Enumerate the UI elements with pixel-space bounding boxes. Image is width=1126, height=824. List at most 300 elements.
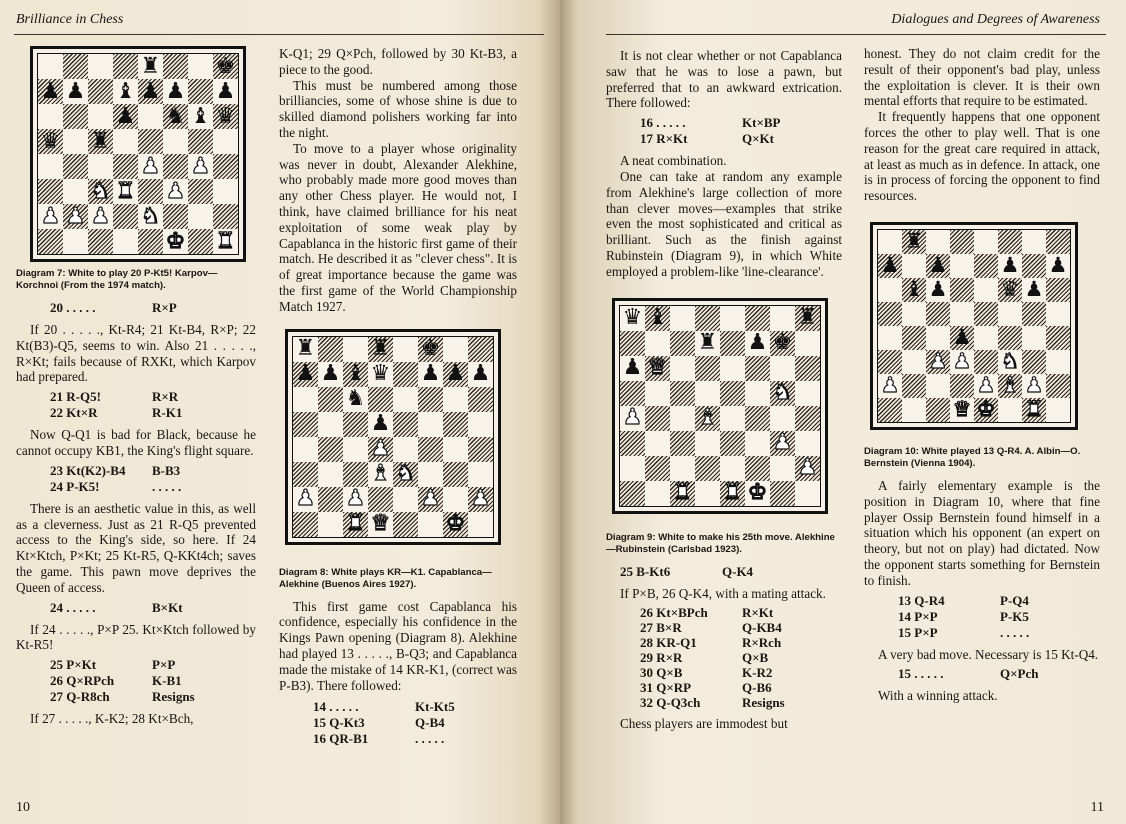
board-square bbox=[1022, 278, 1046, 302]
board-square bbox=[113, 229, 138, 254]
board-square bbox=[63, 179, 88, 204]
board-square bbox=[720, 431, 745, 456]
board-square bbox=[670, 331, 695, 356]
move-list bbox=[50, 657, 256, 705]
board-square bbox=[645, 456, 670, 481]
board-square bbox=[695, 331, 720, 356]
board-square bbox=[138, 104, 163, 129]
board-square bbox=[113, 54, 138, 79]
board-square bbox=[393, 437, 418, 462]
board-square bbox=[138, 129, 163, 154]
white-knight-icon: ♞ bbox=[1000, 349, 1020, 374]
black-king-icon: ♚ bbox=[420, 336, 441, 362]
board-square bbox=[950, 230, 974, 254]
white-rook-icon: ♜ bbox=[345, 511, 366, 537]
board-square bbox=[974, 374, 998, 398]
white-pawn-icon: ♟ bbox=[40, 203, 61, 229]
diagram-10 bbox=[870, 222, 1078, 430]
board-square bbox=[974, 350, 998, 374]
board-square bbox=[468, 487, 493, 512]
running-head-right: Dialogues and Degrees of Awareness bbox=[891, 12, 1100, 27]
board-square bbox=[38, 104, 63, 129]
board-square bbox=[620, 331, 645, 356]
black-pawn-icon: ♟ bbox=[622, 355, 643, 381]
board-square bbox=[878, 326, 902, 350]
board-square bbox=[950, 398, 974, 422]
board-square bbox=[113, 179, 138, 204]
board-square bbox=[113, 104, 138, 129]
black-pawn-icon: ♟ bbox=[952, 325, 972, 350]
board-square bbox=[38, 54, 63, 79]
black-rook-icon: ♜ bbox=[797, 305, 818, 331]
move-row: 20 . . . . . R×P bbox=[50, 300, 177, 315]
chessboard bbox=[619, 305, 821, 507]
board-square bbox=[293, 512, 318, 537]
board-square bbox=[695, 381, 720, 406]
move-list bbox=[50, 389, 256, 421]
board-square bbox=[163, 204, 188, 229]
move-row: 14 . . . . . Kt-Kt5 bbox=[313, 699, 455, 715]
move-row: 25 B-Kt6 Q-K4 bbox=[620, 563, 754, 579]
board-square bbox=[418, 412, 443, 437]
black-pawn-icon: ♟ bbox=[747, 330, 768, 356]
board-square bbox=[1022, 326, 1046, 350]
paragraph: It is not clear whether or not Capablanca saw that he was to lose a pawn, but preferred that to an awkward extrication. There followed: bbox=[606, 48, 842, 111]
board-square bbox=[950, 278, 974, 302]
black-pawn-icon: ♟ bbox=[295, 361, 316, 387]
black-pawn-icon: ♟ bbox=[880, 253, 900, 278]
board-square bbox=[770, 406, 795, 431]
paragraph: If 27 . . . . ., K-K2; 28 Kt×Bch, bbox=[30, 711, 194, 727]
diagram-8-caption: Diagram 8: White plays KR—K1. Capablanca—Alekhine (Buenos Aires 1927). bbox=[279, 566, 492, 590]
board-square bbox=[393, 362, 418, 387]
board-square bbox=[343, 437, 368, 462]
board-square bbox=[695, 431, 720, 456]
board-square bbox=[620, 406, 645, 431]
board-square bbox=[443, 512, 468, 537]
board-square bbox=[88, 229, 113, 254]
board-square bbox=[926, 326, 950, 350]
board-square bbox=[368, 462, 393, 487]
board-square bbox=[720, 381, 745, 406]
board-square bbox=[902, 302, 926, 326]
board-square bbox=[902, 254, 926, 278]
board-square bbox=[63, 229, 88, 254]
paragraph: Chess players are immodest but bbox=[620, 716, 788, 732]
board-square bbox=[418, 512, 443, 537]
black-pawn-icon: ♟ bbox=[370, 411, 391, 437]
board-square bbox=[974, 230, 998, 254]
board-square bbox=[926, 254, 950, 278]
paragraph: If P×B, 26 Q-K4, with a mating attack. bbox=[620, 585, 826, 601]
board-square bbox=[620, 481, 645, 506]
move-list bbox=[50, 300, 256, 316]
board-square bbox=[770, 481, 795, 506]
board-square bbox=[795, 456, 820, 481]
board-square bbox=[88, 54, 113, 79]
board-square bbox=[645, 331, 670, 356]
white-pawn-icon: ♟ bbox=[90, 203, 111, 229]
board-square bbox=[293, 387, 318, 412]
header-rule-left bbox=[14, 34, 544, 35]
board-square bbox=[418, 387, 443, 412]
board-square bbox=[113, 129, 138, 154]
black-pawn-icon: ♟ bbox=[115, 103, 136, 129]
move-list bbox=[898, 593, 1100, 641]
board-square bbox=[620, 456, 645, 481]
board-square bbox=[926, 278, 950, 302]
move-row: 31 Q×RP Q-B6 bbox=[640, 680, 772, 696]
board-square bbox=[770, 356, 795, 381]
board-square bbox=[1022, 398, 1046, 422]
board-square bbox=[88, 204, 113, 229]
move-row: 16 . . . . . Kt×BP bbox=[640, 115, 781, 131]
board-square bbox=[878, 278, 902, 302]
board-square bbox=[1046, 350, 1070, 374]
board-square bbox=[163, 54, 188, 79]
chessboard bbox=[292, 336, 494, 538]
board-square bbox=[368, 412, 393, 437]
move-row: 27 Q-R8ch Resigns bbox=[50, 689, 195, 705]
white-knight-icon: ♞ bbox=[772, 380, 793, 406]
board-square bbox=[88, 179, 113, 204]
black-queen-icon: ♛ bbox=[622, 305, 643, 331]
move-list bbox=[313, 699, 517, 747]
move-list bbox=[898, 666, 1100, 682]
board-square bbox=[670, 456, 695, 481]
board-square bbox=[188, 229, 213, 254]
board-square bbox=[418, 487, 443, 512]
paragraph: This first game cost Capablanca his confidence, especially his confidence in the Kings Pawn opening (Diagram 8). Alekhine had played 13 . . . . ., B-Q3; and Capablanca made the mistake of 14 KR-K1, (correct was P-B3). There followed: bbox=[279, 598, 517, 693]
move-row: 27 B×R Q-KB4 bbox=[640, 620, 782, 636]
black-bishop-icon: ♝ bbox=[190, 103, 211, 129]
board-square bbox=[645, 306, 670, 331]
white-bishop-icon: ♝ bbox=[697, 405, 718, 431]
board-square bbox=[343, 512, 368, 537]
board-square bbox=[720, 306, 745, 331]
board-square bbox=[213, 129, 238, 154]
board-square bbox=[443, 437, 468, 462]
board-square bbox=[902, 278, 926, 302]
black-pawn-icon: ♟ bbox=[928, 253, 948, 278]
paragraph: honest. They do not claim credit for the result of their opponent's bad play, unless the exploitation is clever. It is their own mental efforts that require to be estimated. bbox=[864, 46, 1100, 109]
board-square bbox=[926, 230, 950, 254]
board-square bbox=[393, 412, 418, 437]
board-square bbox=[795, 406, 820, 431]
board-square bbox=[213, 229, 238, 254]
black-queen-icon: ♛ bbox=[1000, 277, 1020, 302]
page-number-left: 10 bbox=[16, 800, 30, 815]
board-square bbox=[974, 326, 998, 350]
board-square bbox=[645, 406, 670, 431]
board-square bbox=[770, 381, 795, 406]
right-column-1 bbox=[606, 48, 842, 732]
board-square bbox=[695, 306, 720, 331]
move-row: 28 KR-Q1 R×Rch bbox=[640, 635, 782, 651]
white-rook-icon: ♜ bbox=[672, 480, 693, 506]
board-square bbox=[113, 154, 138, 179]
board-square bbox=[645, 481, 670, 506]
black-bishop-icon: ♝ bbox=[345, 361, 366, 387]
black-king-icon: ♚ bbox=[215, 53, 236, 79]
board-square bbox=[343, 487, 368, 512]
board-square bbox=[468, 362, 493, 387]
board-square bbox=[418, 437, 443, 462]
paragraph: One can take at random any example from Alekhine's large collection of more than clever moves—examples that strike even the most sophisticated and critical as brilliant. Such as the finish against Rubinstein (Diagram 9), in which White employed a problem-like 'line-clearance'. bbox=[606, 168, 842, 279]
board-square bbox=[343, 337, 368, 362]
white-pawn-icon: ♟ bbox=[928, 349, 948, 374]
board-square bbox=[188, 179, 213, 204]
page-number-right: 11 bbox=[1090, 800, 1104, 815]
left-column-1 bbox=[16, 46, 256, 727]
board-square bbox=[670, 481, 695, 506]
board-square bbox=[293, 487, 318, 512]
board-square bbox=[38, 129, 63, 154]
board-square bbox=[902, 398, 926, 422]
board-square bbox=[902, 230, 926, 254]
black-king-icon: ♚ bbox=[772, 330, 793, 356]
board-square bbox=[745, 331, 770, 356]
move-row: 15 . . . . . Q×Pch bbox=[898, 666, 1039, 682]
board-square bbox=[113, 79, 138, 104]
board-square bbox=[1046, 302, 1070, 326]
move-row: 22 Kt×R R-K1 bbox=[50, 405, 183, 421]
board-square bbox=[418, 337, 443, 362]
board-square bbox=[113, 204, 138, 229]
board-square bbox=[974, 302, 998, 326]
board-square bbox=[695, 481, 720, 506]
board-square bbox=[163, 104, 188, 129]
diagram-9 bbox=[612, 298, 828, 514]
black-pawn-icon: ♟ bbox=[1048, 253, 1068, 278]
white-rook-icon: ♜ bbox=[115, 178, 136, 204]
board-square bbox=[88, 104, 113, 129]
board-square bbox=[670, 356, 695, 381]
board-square bbox=[926, 302, 950, 326]
board-square bbox=[998, 278, 1022, 302]
white-pawn-icon: ♟ bbox=[1024, 373, 1044, 398]
paragraph: K-Q1; 29 Q×Pch, followed by 30 Kt-B3, a piece to the good. bbox=[279, 46, 517, 77]
board-square bbox=[998, 398, 1022, 422]
black-pawn-icon: ♟ bbox=[65, 78, 86, 104]
board-square bbox=[188, 154, 213, 179]
board-square bbox=[950, 326, 974, 350]
white-knight-icon: ♞ bbox=[395, 461, 416, 487]
board-square bbox=[645, 431, 670, 456]
board-square bbox=[38, 229, 63, 254]
board-square bbox=[950, 374, 974, 398]
board-square bbox=[745, 381, 770, 406]
white-pawn-icon: ♟ bbox=[772, 430, 793, 456]
board-square bbox=[926, 374, 950, 398]
white-bishop-icon: ♝ bbox=[370, 461, 391, 487]
paragraph: A very bad move. Necessary is 15 Kt-Q4. bbox=[878, 646, 1099, 662]
chessboard bbox=[877, 229, 1071, 423]
board-square bbox=[926, 398, 950, 422]
move-row: 30 Q×B K-R2 bbox=[640, 665, 773, 681]
board-square bbox=[343, 462, 368, 487]
black-pawn-icon: ♟ bbox=[1024, 277, 1044, 302]
board-square bbox=[695, 356, 720, 381]
board-square bbox=[293, 337, 318, 362]
white-pawn-icon: ♟ bbox=[345, 486, 366, 512]
board-square bbox=[720, 406, 745, 431]
board-square bbox=[138, 179, 163, 204]
board-square bbox=[163, 154, 188, 179]
board-square bbox=[368, 387, 393, 412]
board-square bbox=[213, 54, 238, 79]
black-pawn-icon: ♟ bbox=[320, 361, 341, 387]
board-square bbox=[393, 462, 418, 487]
white-pawn-icon: ♟ bbox=[797, 455, 818, 481]
move-list bbox=[50, 600, 256, 616]
board-square bbox=[293, 412, 318, 437]
black-pawn-icon: ♟ bbox=[420, 361, 441, 387]
move-row: 16 QR-B1 . . . . . bbox=[313, 731, 445, 747]
board-square bbox=[878, 230, 902, 254]
board-square bbox=[878, 350, 902, 374]
board-square bbox=[998, 350, 1022, 374]
diagram-8 bbox=[285, 329, 501, 545]
board-square bbox=[213, 204, 238, 229]
board-square bbox=[368, 437, 393, 462]
board-square bbox=[998, 230, 1022, 254]
board-square bbox=[213, 179, 238, 204]
board-square bbox=[745, 481, 770, 506]
white-queen-icon: ♛ bbox=[952, 397, 972, 422]
board-square bbox=[393, 512, 418, 537]
board-square bbox=[745, 456, 770, 481]
board-square bbox=[468, 337, 493, 362]
board-square bbox=[795, 306, 820, 331]
board-square bbox=[88, 79, 113, 104]
move-row: 29 R×R Q×B bbox=[640, 650, 769, 666]
move-row: 15 Q-Kt3 Q-B4 bbox=[313, 715, 445, 731]
white-queen-icon: ♛ bbox=[370, 511, 391, 537]
paragraph: A neat combination. bbox=[620, 153, 727, 169]
move-row: 26 Q×RPch K-B1 bbox=[50, 673, 182, 689]
board-square bbox=[138, 54, 163, 79]
board-square bbox=[318, 462, 343, 487]
board-square bbox=[720, 356, 745, 381]
board-square bbox=[88, 154, 113, 179]
white-knight-icon: ♞ bbox=[140, 203, 161, 229]
board-square bbox=[720, 481, 745, 506]
board-square bbox=[138, 204, 163, 229]
board-square bbox=[974, 398, 998, 422]
white-bishop-icon: ♝ bbox=[1000, 373, 1020, 398]
board-square bbox=[620, 306, 645, 331]
black-pawn-icon: ♟ bbox=[1000, 253, 1020, 278]
paragraph: If 24 . . . . ., P×P 25. Kt×Ktch followed by Kt-R5! bbox=[16, 621, 256, 653]
board-square bbox=[63, 54, 88, 79]
board-square bbox=[188, 204, 213, 229]
board-square bbox=[998, 254, 1022, 278]
board-square bbox=[902, 374, 926, 398]
board-square bbox=[163, 179, 188, 204]
board-square bbox=[343, 387, 368, 412]
board-square bbox=[318, 387, 343, 412]
board-square bbox=[443, 412, 468, 437]
paragraph: This must be numbered among those brilliancies, some of whose shine is due to skilled diamond polishers working far into the night. bbox=[279, 77, 517, 140]
board-square bbox=[695, 406, 720, 431]
board-square bbox=[1022, 302, 1046, 326]
black-rook-icon: ♜ bbox=[697, 330, 718, 356]
black-rook-icon: ♜ bbox=[904, 229, 924, 254]
board-square bbox=[926, 350, 950, 374]
move-row: 21 R-Q5! R×R bbox=[50, 389, 179, 405]
black-pawn-icon: ♟ bbox=[215, 78, 236, 104]
board-square bbox=[393, 387, 418, 412]
board-square bbox=[1046, 398, 1070, 422]
board-square bbox=[902, 326, 926, 350]
white-pawn-icon: ♟ bbox=[65, 203, 86, 229]
board-square bbox=[620, 381, 645, 406]
board-square bbox=[998, 326, 1022, 350]
board-square bbox=[745, 356, 770, 381]
board-square bbox=[343, 362, 368, 387]
board-square bbox=[950, 350, 974, 374]
black-pawn-icon: ♟ bbox=[165, 78, 186, 104]
board-square bbox=[63, 204, 88, 229]
board-square bbox=[670, 431, 695, 456]
board-square bbox=[998, 374, 1022, 398]
black-knight-icon: ♞ bbox=[345, 386, 366, 412]
board-square bbox=[88, 129, 113, 154]
white-pawn-icon: ♟ bbox=[140, 153, 161, 179]
white-pawn-icon: ♟ bbox=[295, 486, 316, 512]
board-square bbox=[1046, 326, 1070, 350]
board-square bbox=[318, 337, 343, 362]
white-knight-icon: ♞ bbox=[90, 178, 111, 204]
board-square bbox=[720, 456, 745, 481]
board-square bbox=[63, 129, 88, 154]
black-queen-icon: ♛ bbox=[40, 128, 61, 154]
board-square bbox=[670, 381, 695, 406]
board-square bbox=[1022, 350, 1046, 374]
board-square bbox=[293, 437, 318, 462]
black-rook-icon: ♜ bbox=[295, 336, 316, 362]
board-square bbox=[38, 154, 63, 179]
board-square bbox=[878, 398, 902, 422]
black-bishop-icon: ♝ bbox=[647, 305, 668, 331]
board-square bbox=[770, 456, 795, 481]
right-page bbox=[560, 0, 1126, 824]
board-square bbox=[38, 179, 63, 204]
black-queen-icon: ♛ bbox=[215, 103, 236, 129]
board-square bbox=[795, 331, 820, 356]
board-square bbox=[770, 431, 795, 456]
chessboard bbox=[37, 53, 239, 255]
white-pawn-icon: ♟ bbox=[952, 349, 972, 374]
left-column-2 bbox=[279, 46, 517, 753]
board-square bbox=[1046, 230, 1070, 254]
paragraph: It frequently happens that one opponent forces the other to play well. That is one reason for the great care required in attack, at least as much as in defence. In attack, one is in process of forcing the opponent to find resources. bbox=[864, 109, 1100, 204]
board-square bbox=[770, 331, 795, 356]
board-square bbox=[670, 406, 695, 431]
black-bishop-icon: ♝ bbox=[904, 277, 924, 302]
white-rook-icon: ♜ bbox=[1024, 397, 1044, 422]
board-square bbox=[163, 79, 188, 104]
board-square bbox=[795, 381, 820, 406]
white-pawn-icon: ♟ bbox=[420, 486, 441, 512]
board-square bbox=[770, 306, 795, 331]
board-square bbox=[343, 412, 368, 437]
board-square bbox=[998, 302, 1022, 326]
diagram-10-caption: Diagram 10: White played 13 Q-R4. A. Albin—O. Bernstein (Vienna 1904). bbox=[864, 445, 1081, 469]
board-square bbox=[443, 487, 468, 512]
board-square bbox=[620, 431, 645, 456]
